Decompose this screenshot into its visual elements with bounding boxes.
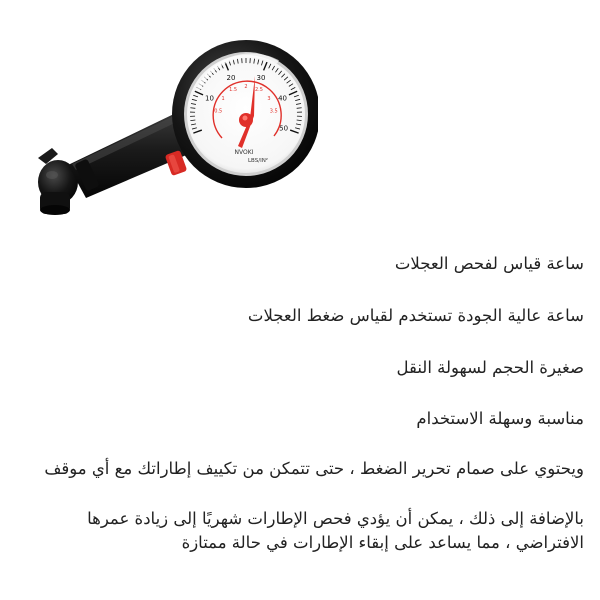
dial-tick [297,108,302,109]
dial-inner-label: 2 [244,84,248,90]
gauge-illustration [28,30,318,230]
dial-outer-label: 20 [226,73,236,82]
dial-unit: LBS/IN² [247,158,269,164]
dial-inner-label: 2.5 [254,87,263,94]
description-line-3: صغيرة الحجم لسهولة النقل [396,358,584,377]
dial-inner-label: 3 [267,95,271,102]
dial-inner-label: 1.5 [229,87,238,94]
description-line-6: بالإضافة إلى ذلك ، يمكن أن يؤدي فحص الإطارات شهريًا إلى زيادة عمرها الافتراضي ، مما يساعد على إبقاء الإطارات في حالة ممتازة [87,509,584,552]
air-chuck [38,148,78,215]
tire-pressure-gauge-image [28,30,318,230]
description-line-4: مناسبة وسهلة الاستخدام [416,409,584,428]
dial-outer-label: 30 [256,73,266,82]
dial-outer-label: 50 [279,124,289,133]
dial-outer-label: 10 [204,94,214,103]
dial-tick [190,108,195,109]
description-line-2: ساعة عالية الجودة تستخدم لقياس ضغط العجلات [247,306,584,325]
dial-inner-label: 1 [221,95,225,102]
dial-outer-label: 40 [278,94,288,103]
dial-inner-label: 0.5 [214,108,223,115]
dial-inner-label: 3.5 [269,108,278,115]
dial-brand: NVOKI [234,149,254,156]
description-line-5: ويحتوي على صمام تحرير الضغط ، حتى تتمكن من تكييف إطاراتك مع أي موقف [44,459,584,478]
description-line-1: ساعة قياس لفحص العجلات [394,254,584,273]
